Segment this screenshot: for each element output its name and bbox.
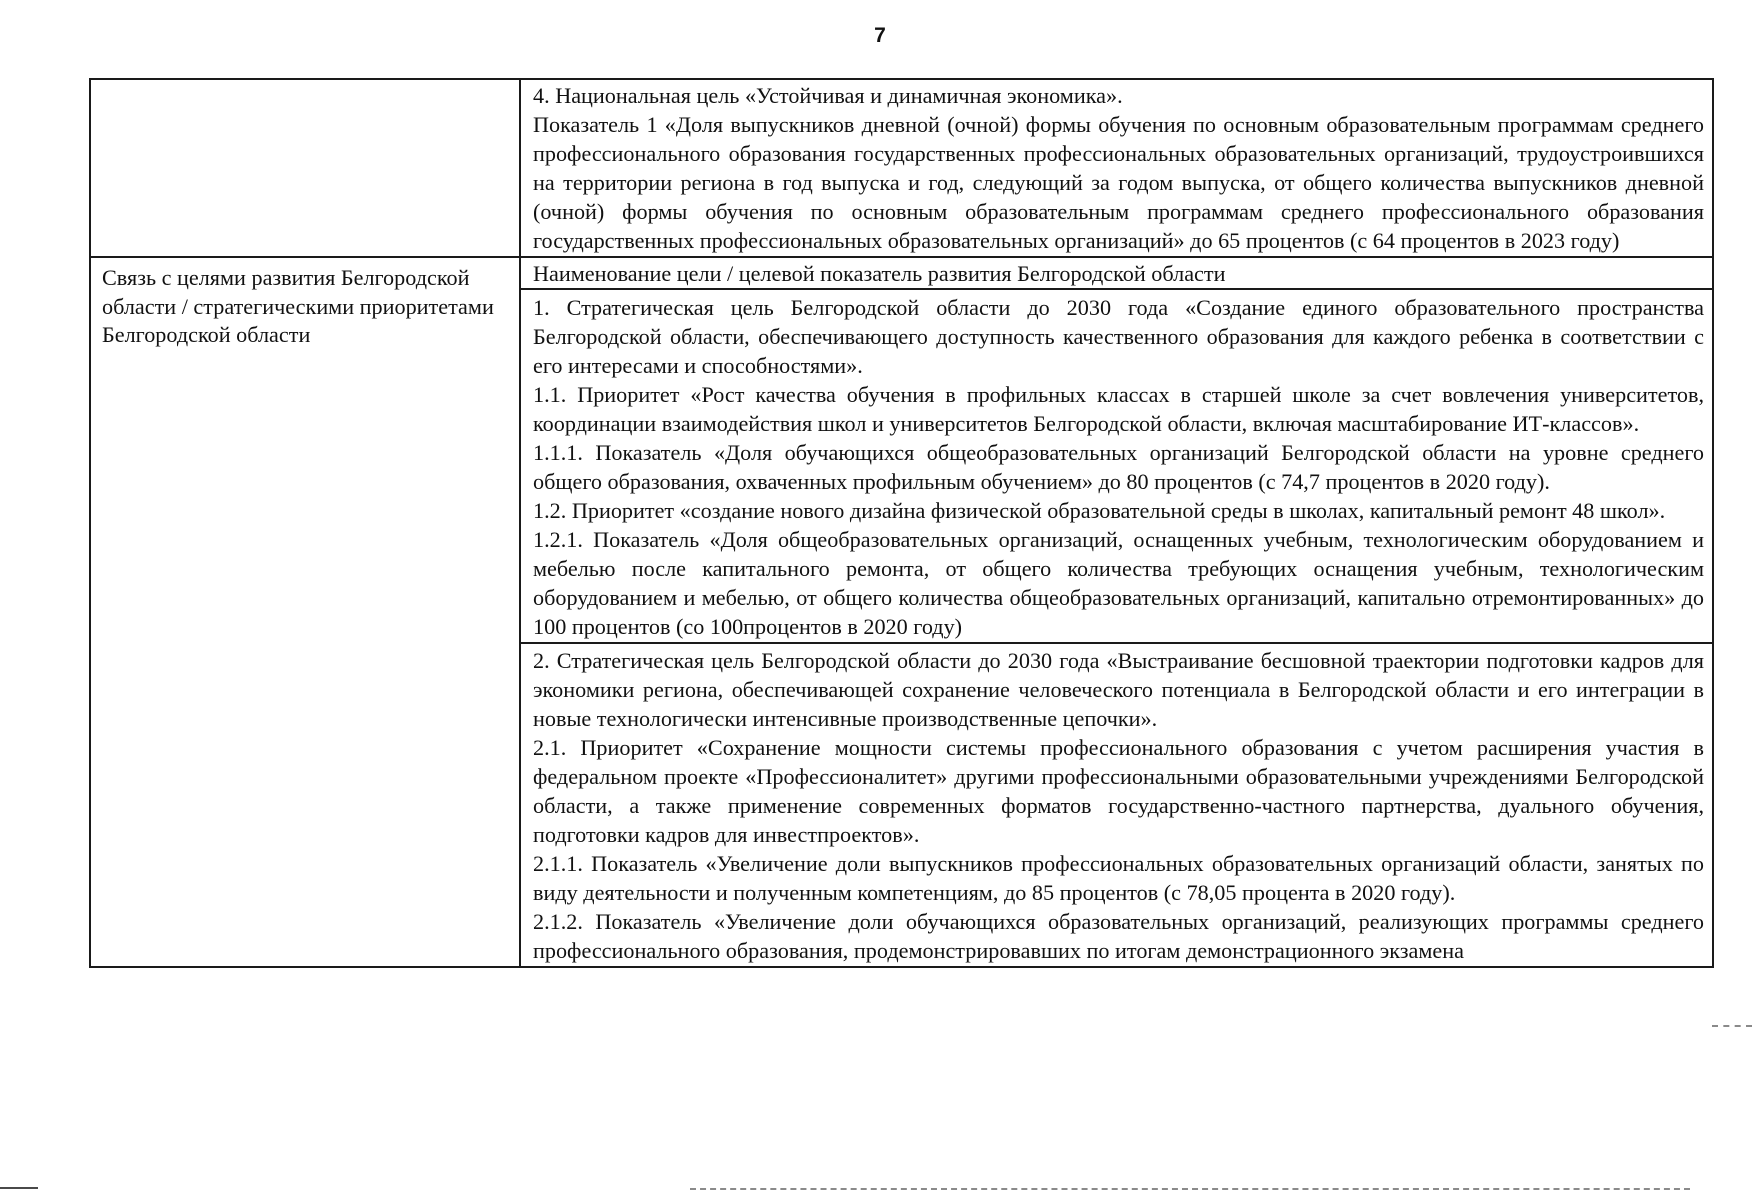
goal-header-text: Наименование цели / целевой показатель развития Белгородской области xyxy=(533,261,1226,286)
priority-2-1-paragraph: 2.1. Приоритет «Сохранение мощности системы профессионального образования с учетом расширения участия в федеральном проекте «Профессионалитет» другими профессиональными образовательными учреждениями Белгородской области, а также применение современных форматов государственно-частного партнерства, дуального обучения, подготовки кадров для инвестпроектов». xyxy=(533,735,1704,847)
goal-2-cell xyxy=(520,643,1713,967)
page-number: 7 xyxy=(874,24,886,47)
passport-table xyxy=(89,78,1714,968)
indicator-2-1-1-paragraph: 2.1.1. Показатель «Увеличение доли выпускников профессиональных образовательных организаций области, занятых по виду деятельности и полученным компетенциям, до 85 процентов (с 78,05 процента в 2020 году). xyxy=(533,851,1704,905)
goal-1-paragraph: 1. Стратегическая цель Белгородской области до 2030 года «Создание единого образовательного пространства Белгородской области, обеспечивающего доступность качественного образования для каждого ребенка в соответствии с его интересами и способностями». xyxy=(533,295,1704,378)
indicator-2-1-2-paragraph: 2.1.2. Показатель «Увеличение доли обучающихся образовательных организаций, реализующих программы среднего профессионального образования, продемонстрировавших по итогам демонстрационного экзамена xyxy=(533,909,1704,963)
scan-artifact-dots xyxy=(690,1188,1690,1192)
indicator-1-1-1-paragraph: 1.1.1. Показатель «Доля обучающихся общеобразовательных организаций Белгородской области на уровне среднего общего образования, охваченных профильным обучением» до 80 процентов (с 74,7 процентов в 2020 году). xyxy=(533,440,1704,494)
priority-1-2-paragraph: 1.2. Приоритет «создание нового дизайна физической образовательной среды в школах, капитальный ремонт 48 школ». xyxy=(533,498,1666,523)
left-label-text: Связь с целями развития Белгородской области / стратегическими приоритетами Белгородской области xyxy=(102,265,494,347)
goal-1-cell xyxy=(520,289,1713,643)
indicator-1-2-1-paragraph: 1.2.1. Показатель «Доля общеобразовательных организаций, оснащенных учебным, технологическим оборудованием и мебелью после капитального ремонта, от общего количества требующих оснащения учебным, технологическим оборудованием и мебелью, от общего количества общеобразовательных организаций, капитально отремонтированных» до 100 процентов (со 100процентов в 2020 году) xyxy=(533,527,1704,639)
left-label-cell xyxy=(90,257,520,967)
goal-2-paragraph: 2. Стратегическая цель Белгородской области до 2030 года «Выстраивание бесшовной траектории подготовки кадров для экономики региона, обеспечивающей сохранение человеческого потенциала в Белгородской области и его интеграции в новые технологически интенсивные производственные цепочки». xyxy=(533,648,1704,731)
national-goal-indicator: Показатель 1 «Доля выпускников дневной (очной) формы обучения по основным образовательным программам среднего профессионального образования государственных профессиональных образовательных организаций, трудоустроившихся на территории региона в год выпуска и год, следующий за годом выпуска, от общего количества выпускников дневной (очной) формы обучения по основным образовательным программам среднего профессионального образования государственных профессиональных образовательных организаций» до 65 процентов (с 64 процентов в 2023 году) xyxy=(533,112,1704,253)
priority-1-1-paragraph: 1.1. Приоритет «Рост качества обучения в профильных классах в старшей школе за счет вовлечения университетов, координации взаимодействия школ и университетов Белгородской области, включая масштабирование ИТ-классов». xyxy=(533,382,1704,436)
national-goal-title: 4. Национальная цель «Устойчивая и динамичная экономика». xyxy=(533,83,1123,108)
national-goal-cell xyxy=(520,79,1713,257)
scan-artifact-mark xyxy=(1712,1025,1752,1029)
goal-header-cell xyxy=(520,257,1713,289)
table-row-header xyxy=(90,257,1713,289)
empty-left-cell xyxy=(90,79,520,257)
scan-artifact-line xyxy=(0,1187,38,1189)
table-row-national-goal xyxy=(90,79,1713,257)
